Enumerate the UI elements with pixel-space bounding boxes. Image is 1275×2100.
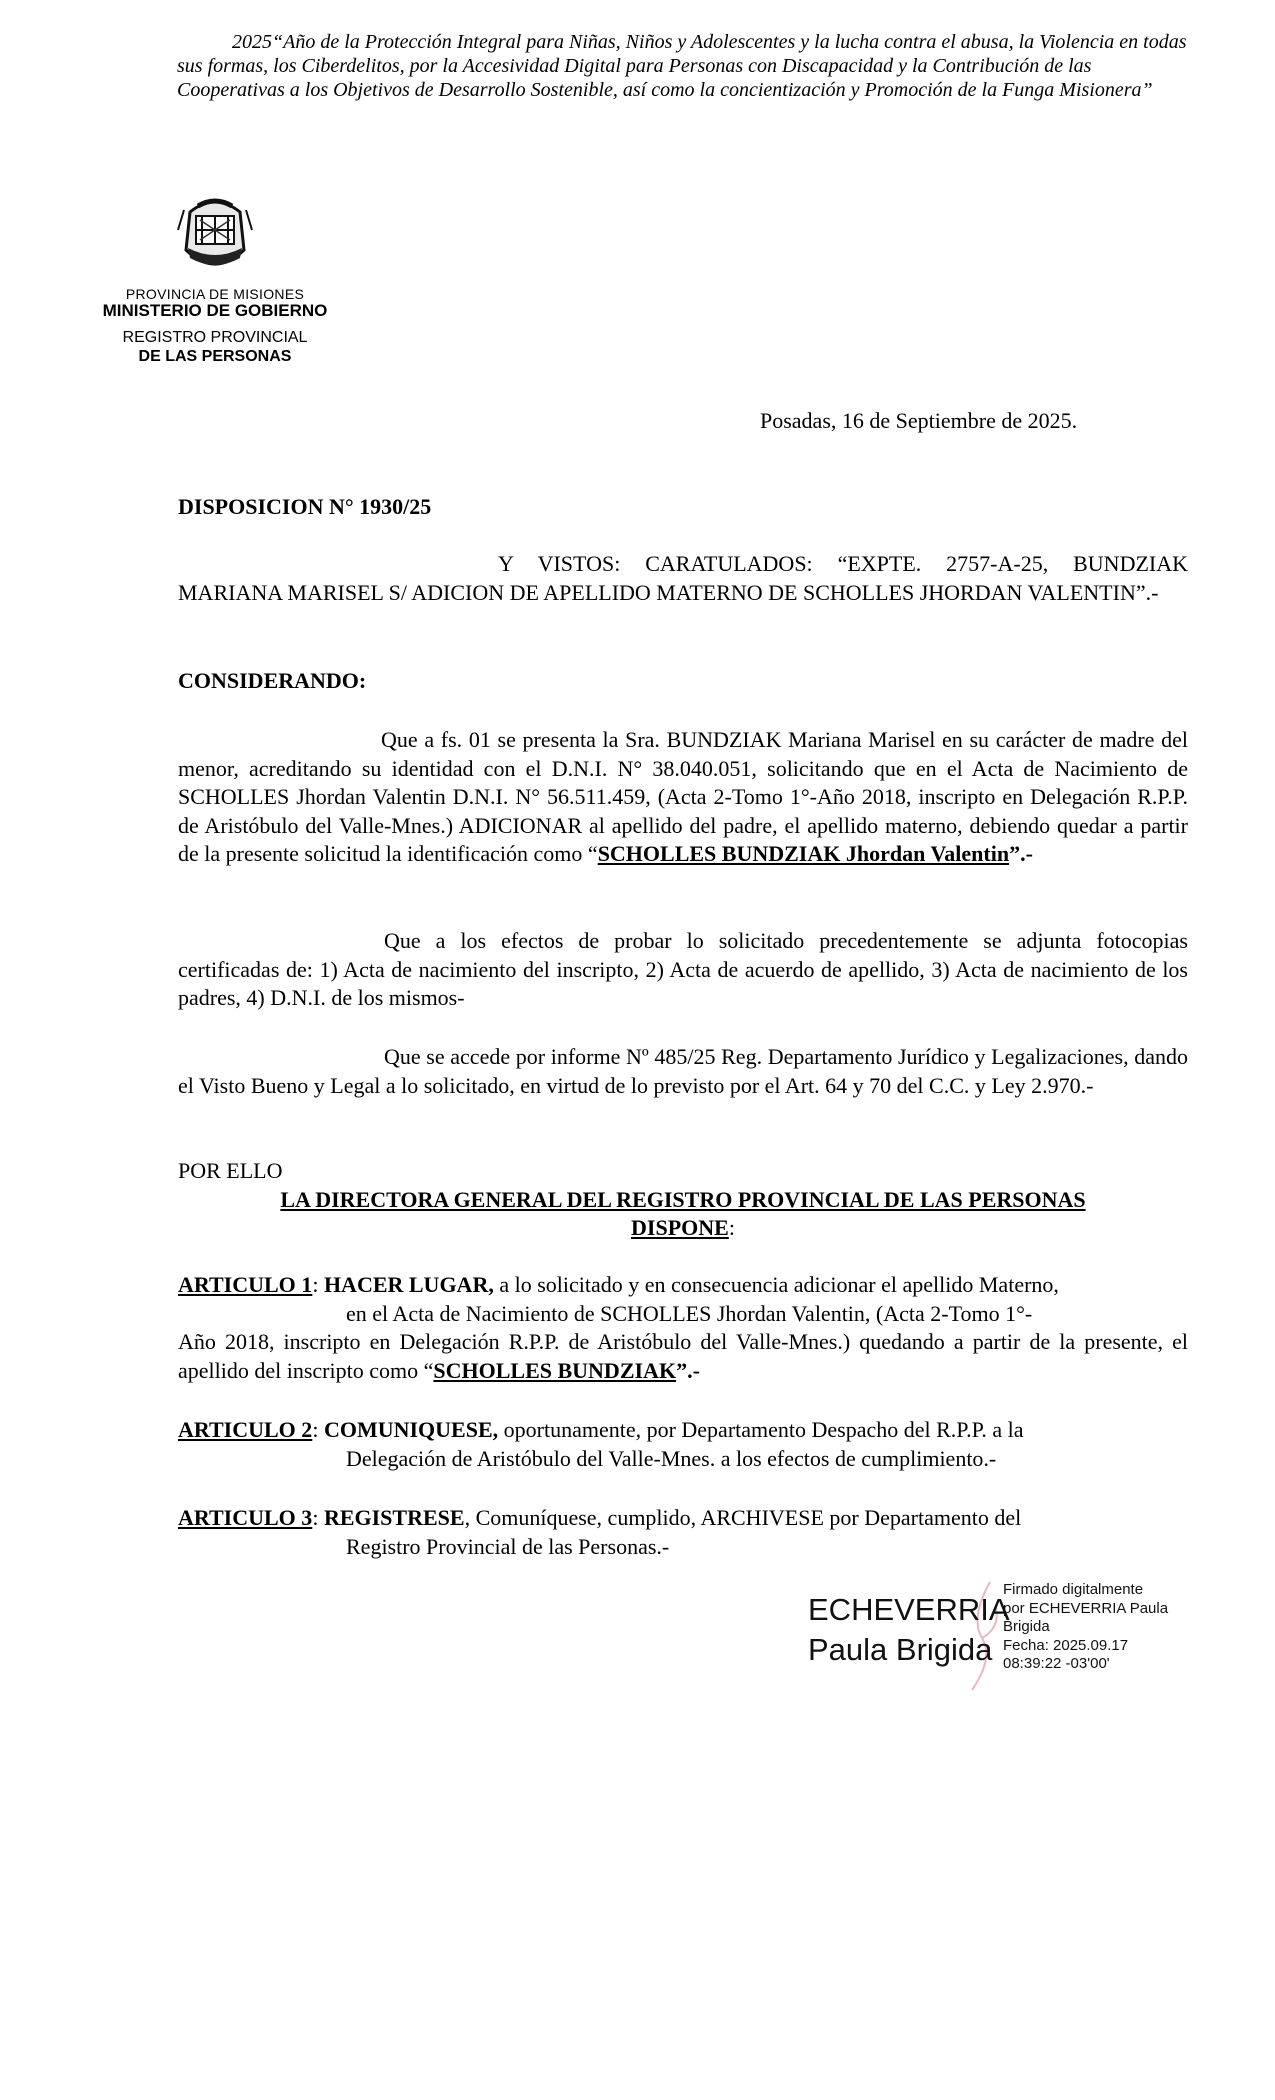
article-2-keyword: COMUNIQUESE, <box>323 1417 499 1442</box>
article-1-line2: en el Acta de Nacimiento de SCHOLLES Jhordan Valentin, (Acta 2-Tomo 1°- <box>346 1300 1033 1326</box>
registry-personas: PERSONAS <box>201 348 292 365</box>
province-label: PROVINCIA DE MISIONES <box>125 286 305 302</box>
signature-info-line: Firmado digitalmente <box>1003 1581 1144 1598</box>
por-ello: POR ELLO <box>178 1158 283 1183</box>
article-3-colon: : <box>312 1505 324 1530</box>
article-2-line1: oportunamente, por Departamento Despacho del R.P.P. a la <box>498 1417 1024 1442</box>
vistos-paragraph <box>178 550 1188 607</box>
ministry-label: MINISTERIO DE GOBIERNO <box>102 301 328 320</box>
considerando-paragraph-3: Que se accede por informe Nº 485/25 Reg. Departamento Jurídico y Legalizaciones, dando el Visto Bueno y Legal a lo solicitado, en virtud de lo previsto por el Art. 64 y 70 del C.C. y Ley 2.970.- <box>178 1044 1188 1098</box>
article-1-label: ARTICULO 1 <box>178 1272 313 1297</box>
signature-given-names: Paula Brigida <box>808 1632 993 1667</box>
article-2-label: ARTICULO 2 <box>178 1417 313 1442</box>
article-2-colon: : <box>312 1417 324 1442</box>
provincial-seal-icon <box>170 190 260 280</box>
signature-info-line: Brigida <box>1003 1618 1050 1635</box>
signature-info-line: 08:39:22 -03'00' <box>1003 1655 1110 1672</box>
signature-name <box>808 1590 1010 1670</box>
article-1-open-quote: “ <box>423 1357 434 1383</box>
registry-label-line2 <box>95 347 335 366</box>
article-1-colon: : <box>312 1272 324 1297</box>
director-title-block <box>178 1186 1188 1242</box>
para1-close: ”.- <box>1009 841 1033 866</box>
para1-text: Que a fs. 01 se presenta la Sra. BUNDZIAK Mariana Marisel en su carácter de madre del menor, acreditando su identidad con el D.N.I. N° 38.040.051, solicitando que en el Acta de Nacimiento de SCHOLLES Jhordan Valentin D.N.I. N° 56.511.459, (Acta 2-Tomo 1°-Año 2018, inscripto en Delegación R.P.P. de Aristóbulo del Valle-Mnes.) ADICIONAR al apellido del padre, el apellido materno, debiendo quedar a partir de la presente solicitud la identificación como <box>178 727 1188 866</box>
signature-info-line: por ECHEVERRIA Paula <box>1003 1599 1169 1617</box>
article-1-close: ”.- <box>676 1357 700 1383</box>
article-2 <box>178 1416 1188 1473</box>
para1-open-quote: “ <box>587 841 598 866</box>
signature-surname: ECHEVERRIA <box>808 1592 1010 1627</box>
article-1 <box>178 1271 1188 1385</box>
digital-signature-info <box>1003 1581 1183 1674</box>
article-1-name: SCHOLLES BUNDZIAK <box>433 1357 677 1383</box>
article-3-label: ARTICULO 3 <box>178 1505 313 1530</box>
article-3-line1: , Comuníquese, cumplido, ARCHIVESE por Departamento del <box>464 1505 1022 1530</box>
article-2-line2: Delegación de Aristóbulo del Valle-Mnes. a los efectos de cumplimiento.- <box>346 1445 997 1471</box>
header-motto: 2025“Año de la Protección Integral para Niñas, Niños y Adolescentes y la lucha contra el abusa, la Violencia en todas sus formas, los Ciberdelitos, por la Accesividad Digital para Personas con Discapacidad y la Contribución de las Cooperativas a los Objetivos de Desarrollo Sostenible, así como la concientización y Promoción de la Funga Misionera” <box>177 31 1187 101</box>
considerando-paragraph-2: Que a los efectos de probar lo solicitado precedentemente se adjunta fotocopias certificadas de: 1) Acta de nacimiento del inscripto, 2) Acta de acuerdo de apellido, 3) Acta de nacimiento de los padres, 4) D.N.I. de los mismos- <box>178 928 1188 1010</box>
considerando-heading: CONSIDERANDO: <box>178 668 367 693</box>
considerando-paragraph-1 <box>178 726 1188 869</box>
article-1-rest: Año 2018, inscripto en Delegación R.P.P. de Aristóbulo del Valle-Mnes.) quedando a partir de la presente, el apellido del inscripto como <box>178 1329 1188 1383</box>
dispone-label: DISPONE <box>631 1215 729 1240</box>
signature-info-line: Fecha: 2025.09.17 <box>1003 1636 1129 1654</box>
article-3-line2: Registro Provincial de las Personas.- <box>346 1533 670 1559</box>
registry-label-line1: REGISTRO PROVINCIAL <box>122 329 308 346</box>
registry-de-las: DE LAS <box>138 348 202 365</box>
disposition-title: DISPOSICION N° 1930/25 <box>178 494 432 519</box>
para1-name: SCHOLLES BUNDZIAK Jhordan Valentin <box>597 841 1010 866</box>
dispone-colon: : <box>728 1215 735 1240</box>
article-1-keyword: HACER LUGAR, <box>323 1272 494 1297</box>
document-date: Posadas, 16 de Septiembre de 2025. <box>760 408 1078 433</box>
vistos-text: Y VISTOS: CARATULADOS: “EXPTE. 2757-A-25, BUNDZIAK MARIANA MARISEL S/ ADICION DE APELLIDO MATERNO DE SCHOLLES JHORDAN VALENTIN”.- <box>178 551 1188 605</box>
article-1-line1: a lo solicitado y en consecuencia adicionar el apellido Materno, <box>493 1272 1059 1297</box>
article-3-keyword: REGISTRESE <box>323 1505 465 1530</box>
article-3 <box>178 1504 1188 1561</box>
ministry-logo-block <box>95 190 335 366</box>
director-title: LA DIRECTORA GENERAL DEL REGISTRO PROVINCIAL DE LAS PERSONAS <box>280 1187 1086 1212</box>
